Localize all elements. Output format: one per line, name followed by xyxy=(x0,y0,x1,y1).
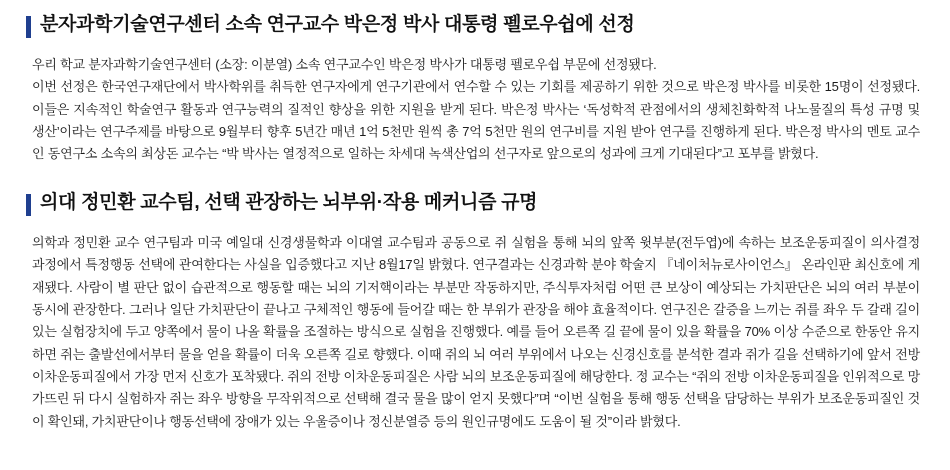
article-headline xyxy=(26,14,924,38)
section-spacer xyxy=(26,166,924,192)
headline-accent-bar xyxy=(26,16,31,38)
article-second xyxy=(26,192,924,433)
paragraph: 우리 학교 분자과학기술연구센터 (소장: 이분열) 소속 연구교수인 박은정 박사가 대통령 펠로우쉽 부문에 선정됐다. xyxy=(32,57,657,72)
article-first xyxy=(26,14,924,166)
paragraph: 이번 선정은 한국연구재단에서 박사학위를 취득한 연구자에게 연구기관에서 연수할 수 있는 기회를 제공하기 위한 것으로 박은정 박사를 비롯한 15명이 선정됐다. 이들은 지속적인 학술연구 활동과 연구능력의 질적인 향상을 위한 지원을 받게 된다. 박은정 박사는 ‘독성학적 관점에서의 생체친화학적 나노물질의 특성 규명 및 생산’이라는 연구주제를 바탕으로 9월부터 향후 5년간 매년 1억 5천만 원씩 총 7억 5천만 원의 연구비를 지원 받아 연구를 진행하게 된다. 박은정 박사의 멘토 교수인 동연구소 소속의 최상돈 교수는 “박 박사는 열정적으로 일하는 차세대 녹색산업의 선구자로 앞으로의 성과에 크게 기대된다”고 포부를 밝혔다. xyxy=(32,79,920,162)
article-headline xyxy=(26,192,924,216)
headline-text: 의대 정민환 교수팀, 선택 관장하는 뇌부위·작용 메커니즘 규명 xyxy=(40,191,538,213)
article-body xyxy=(26,54,924,166)
headline-accent-bar xyxy=(26,194,31,216)
paragraph: 의학과 정민환 교수 연구팀과 미국 예일대 신경생물학과 이대열 교수팀과 공동으로 쥐 실험을 통해 뇌의 앞쪽 윗부분(전두엽)에 속하는 보조운동피질이 의사결정 과정에서 특정행동 선택에 관여한다는 사실을 입증했다고 지난 8월17일 밝혔다. 연구결과는 신경과학 분야 학술지 『네이처뉴로사이언스』 온라인판 최신호에 게재됐다. 사람이 별 판단 없이 습관적으로 행동할 때는 뇌의 기저핵이라는 부분만 작동하지만, 주식투자처럼 어떤 큰 보상이 예상되는 가치판단은 뇌의 여러 부분이 동시에 관장한다. 그러나 일단 가치판단이 끝나고 구체적인 행동에 들어갈 때는 한 부위가 관장을 해야 효율적이다. 연구진은 갈증을 느끼는 쥐를 좌우 두 갈래 길이 있는 실험장치에 두고 양쪽에서 물이 나올 확률을 조절하는 방식으로 실험을 진행했다. 예를 들어 오른쪽 길 끝에 물이 있을 확률을 70% 이상 수준으로 한동안 유지하면 쥐는 출발선에서부터 물을 얻을 확률이 더욱 오른쪽 길로 향했다. 이때 쥐의 뇌 여러 부위에서 나오는 신경신호를 분석한 결과 쥐가 길을 선택하기에 앞서 전방 이차운동피질에서 가장 먼저 신호가 포착됐다. 쥐의 전방 이차운동피질은 사람 뇌의 보조운동피질에 해당한다. 정 교수는 “쥐의 전방 이차운동피질을 인위적으로 망가뜨린 뒤 다시 실험하자 쥐는 좌우 방향을 무작위적으로 선택해 결국 물을 많이 얻지 못했다”며 “이번 실험을 통해 행동 선택을 담당하는 부위가 보조운동피질인 것이 확인돼, 가치판단이나 행동선택에 장애가 있는 우울증이나 정신분열증 등의 원인규명에도 도움이 될 것”이라 밝혔다. xyxy=(32,234,920,429)
article-body xyxy=(26,232,924,433)
headline-text: 분자과학기술연구센터 소속 연구교수 박은정 박사 대통령 펠로우쉽에 선정 xyxy=(40,14,635,35)
